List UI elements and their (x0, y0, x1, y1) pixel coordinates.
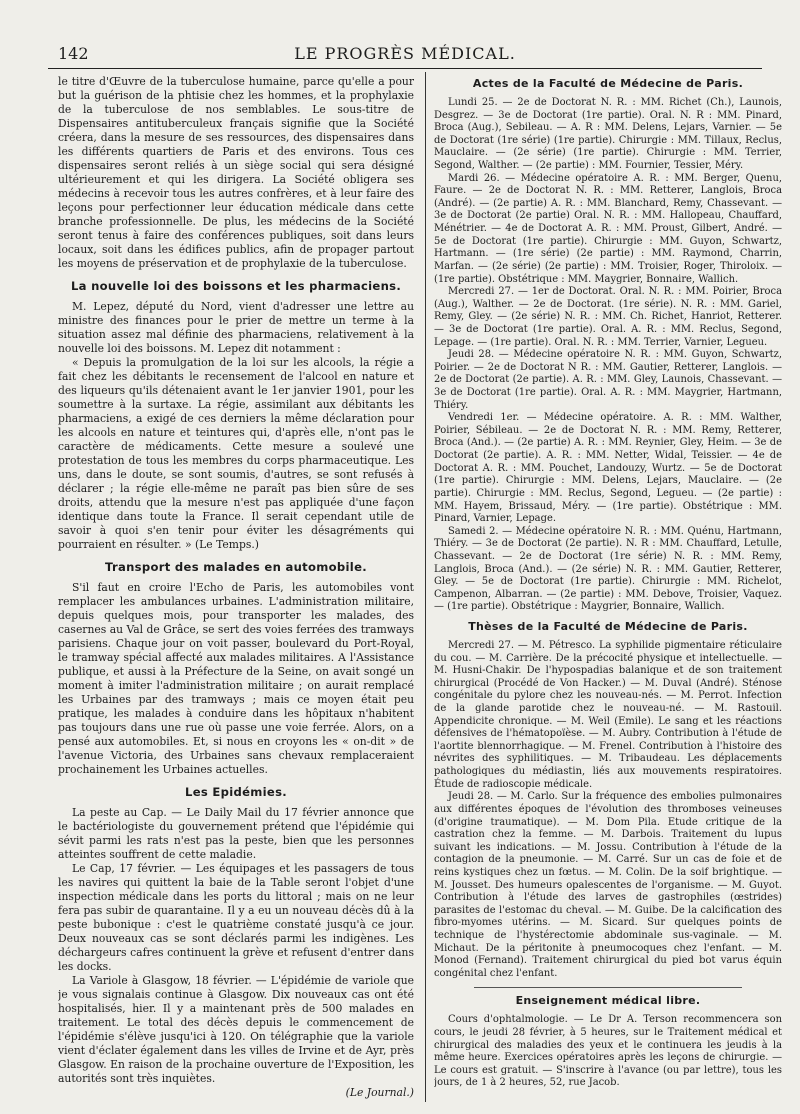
theses-mercredi: Mercredi 27. — M. Pétresco. La syphilide pigmentaire réticulaire du cou. — M. Carrière. De la précocité physique et intellectuelle. — M. Husni-Chakir. De l'hypospadias balanique et de son traitement chirurgical (Procédé de Von Hacker.) — M. Duval (André). Sténose congénitale du pylore chez les nouveau-nés. — M. Perrot. Infection de la glande parotide chez le nouveau-né. — M. Rastouil. Appendicite chronique. — M. Weil (Emile). Le sang et les réactions défensives de l'hématopoïèse. — M. Aubry. Contribution à l'étude de l'aortite blennorrhagique. — M. Frenel. Contribution à l'histoire des névrites des syphilitiques. — M. Tribaudeau. Les déplacements pathologiques du médiastin, liés aux mouvements respiratoires. Étude de radioscopie médicale. (434, 639, 782, 790)
heading-enseignement: Enseignement médical libre. (515, 994, 701, 1008)
running-title: LE PROGRÈS MÉDICAL. (294, 44, 516, 63)
actes-mercredi: Mercredi 27. — 1er de Doctorat. Oral. N. R. : MM. Poirier, Broca (Aug.), Walther. — 2e de Doctorat. (1re série). N. R. : MM. Gariel, Remy, Gley. — (2e série) N. R. : MM. Ch. Richet, Hanriot, Retterer. — 3e de Doctorat (1re partie). Oral. A. R. : MM. Reclus, Segond, Lepage. — (1re partie). Oral. N. R. : MM. Terrier, Varnier, Legueu. (434, 286, 782, 348)
heading-actes: Actes de la Faculté de Médecine de Paris. (472, 77, 744, 90)
actes-mardi: Mardi 26. — Médecine opératoire A. R. : MM. Berger, Quenu, Faure. — 2e de Doctorat N. R. : MM. Retterer, Langlois, Broca (André). — (2e partie) A. R. : MM. Blanchard, Remy, Chassevant. — 3e de Doctorat (2e partie) Oral. N. R. : MM. Hallopeau, Chauffard, Ménétrier. — 4e de Doctorat A. R. : MM. Proust, Gilbert, André. — 5e de Doctorat (1re partie). Chirurgie : MM. Guyon, Schwartz, Hartmann. — (1re série) (2e partie) : MM. Raymond, Charrin, Marfan. — (2e série) (2e partie) : MM. Troisier, Roger, Thiroloix. — (1re partie). Obstétrique : MM. Maygrier, Bonnaire, Wallich. (434, 172, 782, 285)
lepez-quote-paragraph: « Depuis la promulgation de la loi sur les alcools, la régie a fait chez les débitants le recensement de l'alcool en nature et des liqueurs qu'ils détenaient avant le 1er janvier 1901, pour les soumettre à la surtaxe. La régie, assimilant aux débitants les pharmaciens, a exigé de ces derniers la même déclaration pour les alcools en nature et teintures qui, d'après elle, n'ont pas le caractère de médicaments. Cette mesure a soulevé une protestation de tous les membres du corps pharmaceutique. Les uns, dans le doute, se sont soumis, d'autres, se sont refusés à déclarer ; la régie elle-même ne paraît pas bien sûre de ses droits, attendu que la mesure n'est pas appliquée d'une façon identique dans toute la France. Il serait cependant utile de savoir à quoi s'en tenir pour éviter les désagréments qui pourraient en résulter. » (Le Temps.) (58, 356, 414, 551)
source-signature: (Le Journal.) (345, 1086, 414, 1099)
cap-paragraph: Le Cap, 17 février. — Les équipages et les passagers de tous les navires qui quittent la baie de la Table seront l'objet d'une inspection médicale dans les ports du littoral ; mais on ne leur fera pas subir de quarantaine. Il y a eu un nouveau décès dû à la peste bubonique : c'est le quatrième constaté jusqu'à ce jour. Deux nouveaux cas se sont déclarés parmi les indigènes. Les déchargeurs cafres continuent la grève et refusent d'entrer dans les docks. (58, 862, 414, 973)
section-rule (474, 987, 742, 988)
enseignement-paragraph: Cours d'ophtalmologie. — Le Dr A. Terson recommencera son cours, le jeudi 28 février, à 5 heures, sur le Traitement médical et chirurgical des maladies des yeux et le continuera les jeudis à la même heure. Exercices opératoires après les leçons de chirurgie. — Le cours est gratuit. — S'inscrire à l'avance (ou par lettre), tous les jours, de 1 à 2 heures, 52, rue Jacob. (434, 1014, 782, 1089)
actes-jeudi: Jeudi 28. — Médecine opératoire N. R. : MM. Guyon, Schwartz, Poirier. — 2e de Doctorat N R. : MM. Gautier, Retterer, Langlois. — 2e de Doctorat (2e partie). A. R. : MM. Gley, Launois, Chassevant. — 3e de Doctorat (1re partie). Oral. A. R. : MM. Maygrier, Hartmann, Thiéry. (434, 349, 782, 411)
page-number: 142 (58, 44, 89, 63)
lepez-paragraph: M. Lepez, député du Nord, vient d'adresser une lettre au ministre des finances pour le prier de mettre un terme à la situation assez mal définie des pharmaciens, relativement à la nouvelle loi des boissons. M. Lepez dit notamment : (58, 300, 414, 355)
heading-epidemies: Les Epidémies. (185, 785, 287, 799)
column-divider (425, 72, 426, 1102)
heading-theses: Thèses de la Faculté de Médecine de Paris. (468, 619, 748, 633)
theses-jeudi: Jeudi 28. — M. Carlo. Sur la fréquence des embolies pulmonaires aux différentes époques de l'évolution des thromboses veineuses (d'origine traumatique). — M. Dom Pila. Etude critique de la castration chez la femme. — M. Darbois. Traitement du lupus suivant les indications. — M. Jossu. Contribution à l'étude de la contagion de la pneumonie. — M. Carré. Sur un cas de foie et de reins kystiques chez un fœtus. — M. Colin. De la soif brightique. — M. Jousset. Des humeurs opalescentes de l'organisme. — M. Guyot. Contribution à l'étude des larves de gastrophiles (œstrides) parasites de l'estomac du cheval. — M. Guibe. De la calcification des fibro-myomes utérins. — M. Sicard. Sur quelques points de technique de l'hystérectomie abdominale sus-vaginale. — M. Michaut. De la péritonite à pneumocoques chez l'enfant. — M. Monod (Fernand). Traitement chirurgical du pied bot varus équin congénital chez l'enfant. (434, 791, 782, 979)
actes-vendredi: Vendredi 1er. — Médecine opératoire. A. R. : MM. Walther, Poirier, Sébileau. — 2e de Doctorat N. R. : MM. Remy, Retterer, Broca (And.). — (2e partie) A. R. : MM. Reynier, Gley, Heim. — 3e de Doctorat (2e partie). A. R. : MM. Netter, Widal, Teissier. — 4e de Doctorat A. R. : MM. Pouchet, Landouzy, Wurtz. — 5e de Doctorat (1re partie). Chirurgie : MM. Delens, Lejars, Mauclaire. — (2e partie). Chirurgie : MM. Reclus, Segond, Legueu. — (2e partie) : MM. Hayem, Brissaud, Méry. — (1re partie). Obstétrique : MM. Pinard, Varnier, Lepage. (434, 412, 782, 525)
transport-paragraph: S'il faut en croire l'Echo de Paris, les automobiles vont remplacer les ambulances urbaines. L'administration militaire, depuis quelques mois, pour transporter les malades, des casernes au Val de Grâce, se sert des voies ferrées des tramways parisiens. Chaque jour on voit passer, boulevard du Port-Royal, le tramway spécial affecté aux malades militaires. A l'Assistance publique, et aussi à la Préfecture de la Seine, on avait songé un moment à imiter l'administration militaire ; on aurait remplacé les Urbaines par des tramways ; mais ce moyen était peu pratique, les malades à conduire dans les hôpitaux n'habitent pas toujours dans une rue où passe une voie ferrée. Alors, on a pensé aux automobiles. Et, si nous en croyons les « on-dit » de l'avenue Victoria, des Urbaines sans chevaux remplaceraient prochainement les Urbaines actuelles. (58, 581, 414, 776)
heading-transport: Transport des malades en automobile. (105, 560, 367, 574)
tuberculose-paragraph: le titre d'Œuvre de la tuberculose humaine, parce qu'elle a pour but la guérison de la phtisie chez les hommes, et la prophylaxie de la tuberculose de nos semblables. Le sous-titre de Dispensaires antituberculeux français signifie que la Société créera, dans la mesure de ses ressources, des dispensaires dans les différents quartiers de Paris et des environs. Tous ces dispensaires seront reliés à un siège social qui sera désigné ultérieurement et qui les dirigera. La Société obligera ses médecins à recevoir tous les autres confrères, et à leur faire des leçons pour perfectionner leur éducation médicale dans cette branche professionnelle. De plus, les médecins de la Société seront tenus à faire des conférences publiques, soit dans leurs locaux, soit dans les édifices publics, afin de propager partout les moyens de préservation et de prophylaxie de la tuberculose. (58, 75, 414, 270)
actes-lundi: Lundi 25. — 2e de Doctorat N. R. : MM. Richet (Ch.), Launois, Desgrez. — 3e de Doctorat (1re partie). Oral. N. R : MM. Pinard, Broca (Aug.), Sebileau. — A. R : MM. Delens, Lejars, Varnier. — 5e de Doctorat (1re série) (1re partie). Chirurgie : MM. Tillaux, Reclus, Mauclaire. — (2e série) (1re partie). Chirurgie : MM. Terrier, Segond, Walther. — (2e partie) : MM. Fournier, Tessier, Méry. (434, 97, 782, 172)
actes-samedi: Samedi 2. — Médecine opératoire N. R. : MM. Quénu, Hartmann, Thiéry. — 3e de Doctorat (2e partie). N. R : MM. Chauffard, Letulle, Chassevant. — 2e de Doctorat (1re série) N. R. : MM. Remy, Langlois, Broca (And.). — (2e série) N. R. : MM. Gautier, Retterer, Gley. — 5e de Doctorat (1re partie). Chirurgie : MM. Richelot, Campenon, Albarran. — (2e partie) : MM. Debove, Troisier, Vaquez. — (1re partie). Obstétrique : Maygrier, Bonnaire, Wallich. (434, 525, 782, 613)
right-column (434, 75, 782, 1105)
heading-boissons: La nouvelle loi des boissons et les pharmaciens. (70, 279, 402, 293)
left-column (58, 75, 414, 1105)
variole-paragraph: La Variole à Glasgow, 18 février. — L'épidémie de variole que je vous signalais continue à Glasgow. Dix nouveaux cas ont été hospitalisés, hier. Il y a maintenant près de 500 malades en traitement. Le total des décès depuis le commencement de l'épidémie s'élève jusqu'ici à 120. On télégraphie que la variole vient d'éclater également dans les villes de Irvine et de Ayr, près Glasgow. En raison de la prochaine ouverture de l'Exposition, les autorités sont très inquiètes. (58, 974, 414, 1085)
page-header (48, 42, 762, 69)
peste-cap-paragraph: La peste au Cap. — Le Daily Mail du 17 février annonce que le bactériologiste du gouvernement prétend que l'épidémie qui sévit parmi les rats n'est pas la peste, bien que les personnes atteintes souffrent de cette maladie. (58, 806, 414, 861)
